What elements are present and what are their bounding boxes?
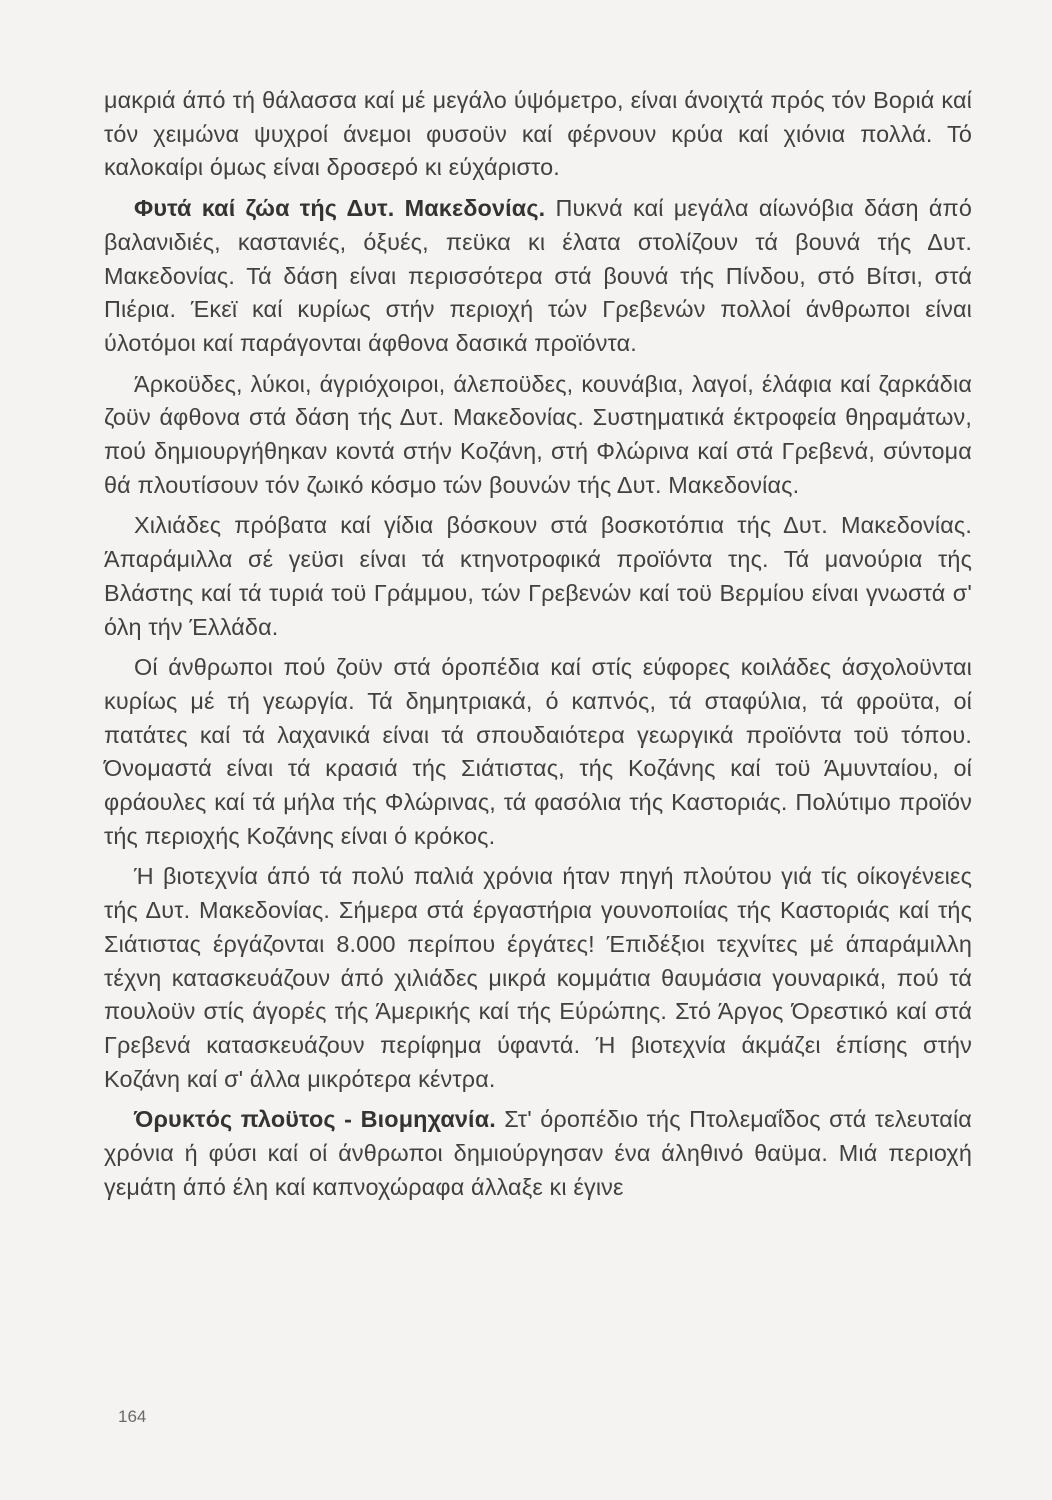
paragraph-climate bbox=[104, 84, 972, 185]
paragraph-text: Οί άνθρωποι πού ζοϋν στά όροπέδια καί στίς εύφορες κοιλάδες άσχολοϋνται κυρίως μέ τή γεωργία. Τά δημητριακά, ό καπνός, τά σταφύλια, τά φροϋτα, οί πατάτες καί τά λαχανικά είναι τά σπουδαιότερα γεωργικά προϊόντα τοϋ τόπου. Όνομαστά είναι τά κρασιά τής Σιάτιστας, τής Κοζάνης καί τοϋ Άμυνταίου, οί φράουλες καί τά μήλα τής Φλώρινας, τά φασόλια τής Καστοριάς. Πολύτιμο προϊόν τής περιοχής Κοζάνης είναι ό κρόκος. bbox=[104, 654, 972, 849]
paragraph-text: Πυκνά καί μεγάλα αίωνόβια δάση άπό βαλανιδιές, καστανιές, όξυές, πεϋκα κι έλατα στολίζουν τά βουνά τής Δυτ. Μακεδονίας. Τά δάση είναι περισσότερα στά βουνά τής Πίνδου, στό Βίτσι, στά Πιέρια. Έκεϊ καί κυρίως στήν περιοχή τών Γρεβενών πολλοί άνθρωποι είναι ύλοτόμοι καί παράγονται άφθονα δασικά προϊόντα. bbox=[104, 195, 972, 356]
paragraph-flora bbox=[104, 192, 972, 361]
paragraph-minerals bbox=[104, 1103, 972, 1204]
paragraph-text: Άρκοϋδες, λύκοι, άγριόχοιροι, άλεποϋδες, κουνάβια, λαγοί, έλάφια καί ζαρκάδια ζοϋν άφθονα στά δάση τής Δυτ. Μακεδονίας. Συστηματικά έκτροφεία θηραμάτων, πού δημιουργήθηκαν κοντά στήν Κοζάνη, στή Φλώρινα καί στά Γρεβενά, σύντομα θά πλουτίσουν τόν ζωικό κόσμο τών βουνών τής Δυτ. Μακεδονίας. bbox=[104, 370, 972, 498]
paragraph-text: Χιλιάδες πρόβατα καί γίδια βόσκουν στά βοσκοτόπια τής Δυτ. Μακεδονίας. Άπαράμιλλα σέ γεϋσι είναι τά κτηνοτροφικά προϊόντα της. Τά μανούρια τής Βλάστης καί τά τυριά τοϋ Γράμμου, τών Γρεβενών καί τοϋ Βερμίου είναι γνωστά σ' όλη τήν Έλλάδα. bbox=[104, 512, 972, 640]
paragraph-text: Στ' όροπέδιο τής Πτολεμαΐδος στά τελευταία χρόνια ή φύσι καί οί άνθρωποι δημιούργησαν ένα άληθινό θαϋμα. Μιά περιοχή γεμάτη άπό έλη καί καπνοχώραφα άλλαξε κι έγινε bbox=[104, 1106, 972, 1200]
page-number: 164 bbox=[118, 1407, 147, 1426]
page-body bbox=[104, 84, 972, 1212]
section-heading-minerals-industry: Όρυκτός πλοϋτος - Βιομηχανία. bbox=[134, 1106, 496, 1133]
paragraph-text: Ή βιοτεχνία άπό τά πολύ παλιά χρόνια ήταν πηγή πλούτου γιά τίς οίκογένειες τής Δυτ. Μακεδονίας. Σήμερα στά έργαστήρια γουνοποιίας τής Καστοριάς καί τής Σιάτιστας έργάζονται 8.000 περίπου έργάτες! Έπιδέξιοι τεχνίτες μέ άπαράμιλλη τέχνη κατασκευάζουν άπό χιλιάδες μικρά κομμάτια θαυμάσια γουναρικά, πού τά πουλοϋν στίς άγορές τής Άμερικής καί τής Εύρώπης. Στό Άργος Όρεστικό καί στά Γρεβενά κατασκευάζουν περίφημα ύφαντά. Ή βιοτεχνία άκμάζει έπίσης στήν Κοζάνη καί σ' άλλα μικρότερα κέντρα. bbox=[104, 863, 972, 1092]
paragraph-livestock bbox=[104, 509, 972, 644]
paragraph-crafts bbox=[104, 860, 972, 1096]
paragraph-wildlife bbox=[104, 368, 972, 503]
paragraph-text: μακριά άπό τή θάλασσα καί μέ μεγάλο ύψόμετρο, είναι άνοιχτά πρός τόν Βοριά καί τόν χειμώνα ψυχροί άνεμοι φυσοϋν καί φέρνουν κρύα καί χιόνια πολλά. Τό καλοκαίρι όμως είναι δροσερό κι εύχάριστο. bbox=[104, 87, 972, 181]
section-heading-flora-fauna: Φυτά καί ζώα τής Δυτ. Μακεδονίας. bbox=[134, 195, 546, 222]
paragraph-agriculture bbox=[104, 651, 972, 853]
